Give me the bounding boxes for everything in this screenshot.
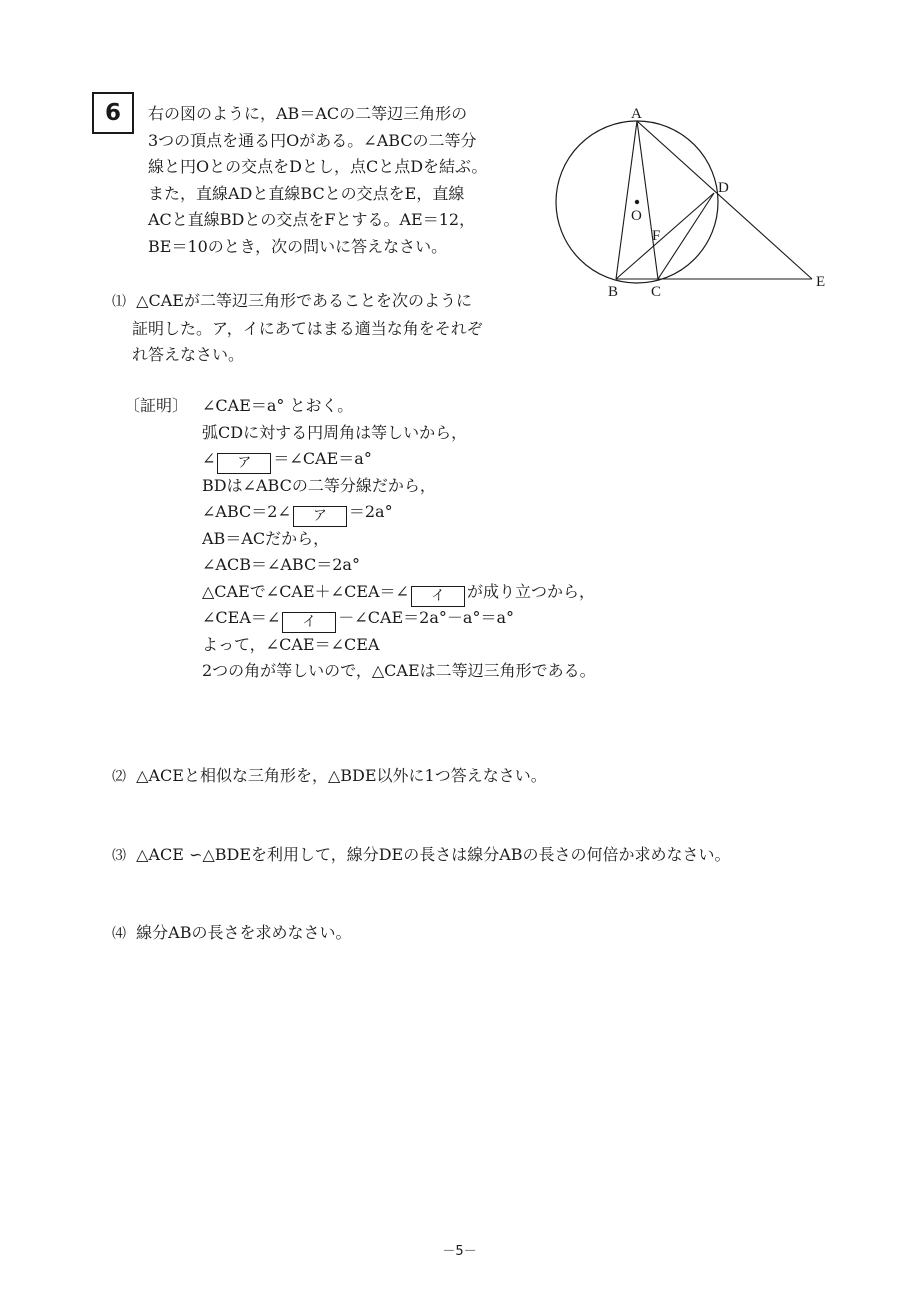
proof-text: が成り立つから，	[466, 581, 595, 601]
segment-ab	[616, 121, 637, 279]
proof-line: 弧CDに対する円周角は等しいから，	[202, 422, 468, 442]
intro-line: 右の図のように，AB＝ACの二等辺三角形の	[148, 104, 468, 123]
label-f: F	[652, 228, 661, 244]
part-number: ⑴	[112, 294, 126, 310]
proof-line	[202, 446, 596, 473]
proof-line	[202, 499, 596, 526]
intro-line: BE＝10のとき，次の問いに答えなさい。	[148, 236, 448, 256]
line-ae	[637, 121, 812, 279]
blank-i-box: イ	[411, 586, 465, 607]
part-1	[112, 288, 483, 369]
part-number: ⑶	[112, 848, 126, 864]
proof-line: ∠CAE＝a° とおく。	[202, 396, 354, 415]
proof-line: ∠ACB＝∠ABC＝2a°	[202, 555, 360, 574]
proof-label: 〔証明〕	[124, 396, 189, 415]
label-d: D	[718, 180, 729, 196]
part-4-text: 線分ABの長さを求めなさい。	[136, 923, 352, 942]
part-number: ⑷	[112, 926, 126, 942]
center-point	[635, 200, 639, 204]
part-3-text: △ACE ∽△BDEを利用して，線分DEの長さは線分ABの長さの何倍か求めなさい。	[136, 845, 731, 864]
segment-ac	[637, 121, 661, 279]
label-c: C	[651, 284, 662, 300]
proof-line: よって，∠CAE＝∠CEA	[202, 634, 380, 654]
question-number: 6	[104, 100, 121, 126]
part-2	[112, 763, 547, 791]
proof-text: ∠ABC＝2∠	[202, 502, 291, 521]
part-2-text: △ACEと相似な三角形を，△BDE以外に1つ答えなさい。	[136, 766, 547, 785]
segment-bd	[616, 193, 714, 279]
proof-text: ∠CEA＝∠	[202, 608, 281, 627]
question-intro	[148, 101, 543, 260]
proof-line: BDは∠ABCの二等分線だから，	[202, 475, 436, 495]
blank-a-box: ア	[217, 453, 271, 474]
proof-text: ＝2a°	[348, 502, 393, 521]
intro-line: 線と円Oとの交点をDとし，点Cと点Dを結ぶ。	[148, 157, 488, 176]
part-1-text: れ答えなさい。	[132, 345, 245, 364]
proof-text: ＝∠CAE＝a°	[273, 449, 372, 468]
intro-line: 3つの頂点を通る円Oがある。∠ABCの二等分	[148, 130, 477, 150]
blank-i-box: イ	[282, 612, 336, 633]
label-b: B	[608, 284, 619, 300]
proof-text: －∠CAE＝2a°－a°＝a°	[338, 608, 514, 627]
proof-line	[202, 579, 596, 606]
intro-line: また，直線ADと直線BCとの交点をE，直線	[148, 183, 465, 203]
proof-text: △CAEで∠CAE＋∠CEA＝∠	[202, 581, 409, 601]
part-3	[112, 842, 731, 870]
label-e: E	[816, 274, 826, 290]
label-a: A	[631, 106, 642, 122]
part-1-text: 証明した。ア，イにあてはまる適当な角をそれぞ	[132, 318, 483, 338]
question-number-box	[92, 92, 134, 134]
proof-line: AB＝ACだから，	[202, 528, 330, 548]
proof-line	[202, 605, 596, 632]
part-1-text: △CAEが二等辺三角形であることを次のように	[136, 291, 472, 310]
part-number: ⑵	[112, 769, 126, 785]
part-4	[112, 920, 352, 948]
geometry-figure	[548, 100, 848, 300]
blank-a-box: ア	[293, 506, 347, 527]
page-number: －5－	[442, 1244, 477, 1259]
intro-line: ACと直線BDとの交点をFとする。AE＝12，	[148, 210, 476, 229]
proof-line: 2つの角が等しいので，△CAEは二等辺三角形である。	[202, 661, 596, 680]
proof-text: ∠	[202, 449, 216, 468]
label-o: O	[631, 208, 642, 224]
proof-body	[202, 393, 596, 685]
